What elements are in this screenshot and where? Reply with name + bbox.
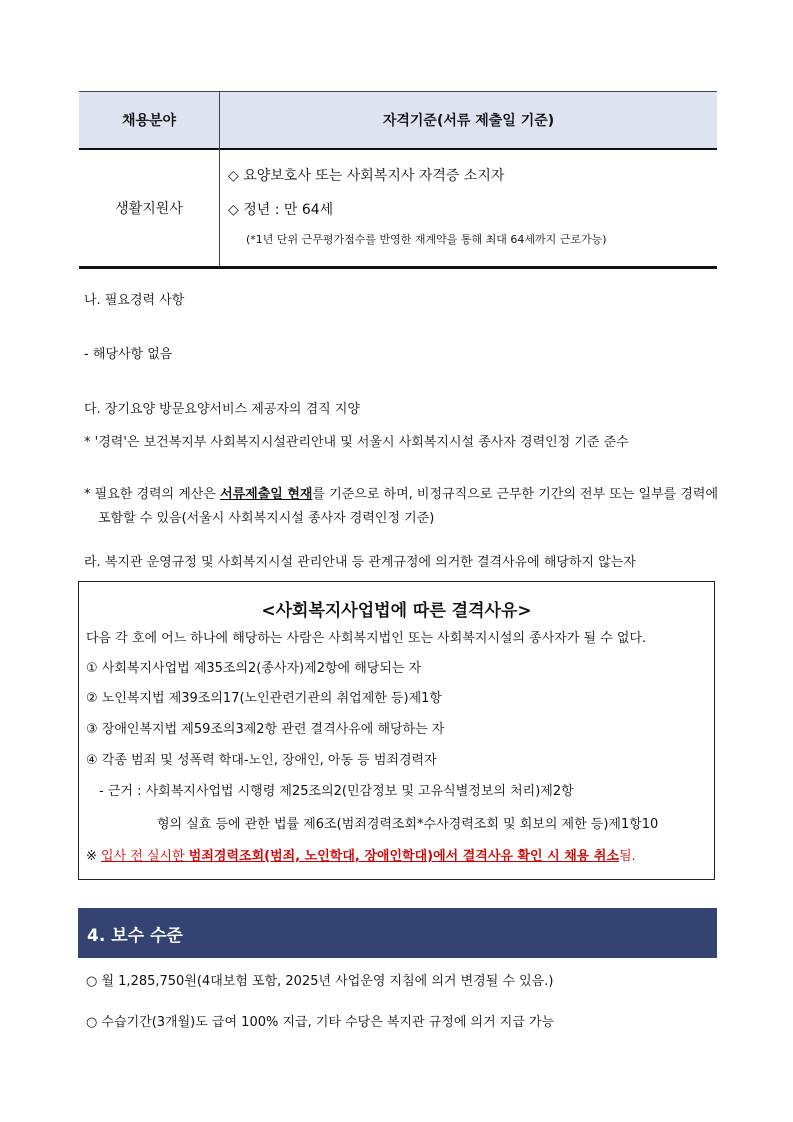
section-4-title: 4. 보수 수준 (87, 925, 183, 946)
table-bottom-border (79, 266, 717, 269)
disqualification-item-1: ① 사회복지사업법 제35조의2(종사자)제2항에 해당되는 자 (86, 661, 422, 676)
career-note-2-emphasis: 서류제출일 현재 (220, 487, 313, 502)
disqualification-item-4: ④ 각종 범죄 및 성폭력 학대-노인, 장애인, 아동 등 범죄경력자 (86, 753, 437, 768)
career-note-2 (84, 486, 718, 504)
career-note-1: * '경력'은 보건복지부 사회복지시설관리안내 및 서울시 사회복지시설 종사자 경력인정 기준 준수 (84, 435, 629, 450)
disqualification-intro: 다음 각 호에 어느 하나에 해당하는 사람은 사회복지법인 또는 사회복지시설의 종사자가 될 수 없다. (86, 631, 647, 646)
section-na-text: - 해당사항 없음 (84, 347, 173, 362)
warning-emphasis: 범죄경력조회(범죄, 노인학대, 장애인학대)에서 결격사유 확인 시 채용 취소 (188, 849, 619, 864)
section-4-banner (78, 908, 717, 958)
criteria-item-1: ◇ 요양보호사 또는 사회복지사 자격증 소지자 (228, 168, 505, 184)
disqualification-title: <사회복지사업법에 따른 결격사유> (261, 601, 532, 621)
header-field: 채용분야 (121, 113, 177, 129)
row-field: 생활지원사 (115, 201, 183, 217)
section-ra-heading: 라. 복지관 운영규정 및 사회복지시설 관리안내 등 관계규정에 의거한 결격사유에 해당하지 않는자 (84, 555, 636, 570)
warning-suffix: 됨. (618, 849, 636, 864)
hiring-warning (86, 848, 636, 866)
legal-basis-line-2: 형의 실효 등에 관한 법률 제6조(범죄경력조회*수사경력조회 및 회보의 제한 등)제1항10 (157, 817, 659, 832)
career-note-2-prefix: * 필요한 경력의 계산은 (84, 487, 221, 502)
career-note-2-suffix: 를 기준으로 하며, 비정규직으로 근무한 기간의 전부 또는 일부를 경력에 (312, 487, 719, 502)
warning-prefix: 입사 전 실시한 (101, 849, 189, 864)
table-column-divider (219, 92, 220, 267)
career-note-2-continued: 포함할 수 있음(서울시 사회복지시설 종사자 경력인정 기준) (98, 511, 435, 526)
header-criteria: 자격기준(서류 제출일 기준) (382, 113, 555, 129)
warning-mark: ※ (86, 849, 102, 864)
qualification-table (79, 91, 717, 269)
disqualification-box (78, 581, 715, 880)
salary-item-2: ○ 수습기간(3개월)도 급여 100% 지급, 기타 수당은 복지관 규정에 의거 지급 가능 (86, 1015, 555, 1030)
criteria-note: (*1년 단위 근무평가점수를 반영한 재계약을 통해 최대 64세까지 근로가능) (246, 233, 607, 246)
disqualification-item-3: ③ 장애인복지법 제59조의3제2항 관련 결격사유에 해당하는 자 (86, 722, 445, 737)
criteria-item-2: ◇ 정년 : 만 64세 (228, 202, 334, 218)
disqualification-item-2: ② 노인복지법 제39조의17(노인관련기관의 취업제한 등)제1항 (86, 691, 442, 706)
section-na-heading: 나. 필요경력 사항 (84, 293, 185, 308)
legal-basis-line-1: - 근거 : 사회복지사업법 시행령 제25조의2(민감정보 및 고유식별정보의 처리)제2항 (99, 784, 574, 799)
section-da-heading: 다. 장기요양 방문요양서비스 제공자의 겸직 지양 (84, 402, 360, 417)
salary-item-1: ○ 월 1,285,750원(4대보험 포함, 2025년 사업운영 지침에 의거 변경될 수 있음.) (86, 974, 554, 989)
